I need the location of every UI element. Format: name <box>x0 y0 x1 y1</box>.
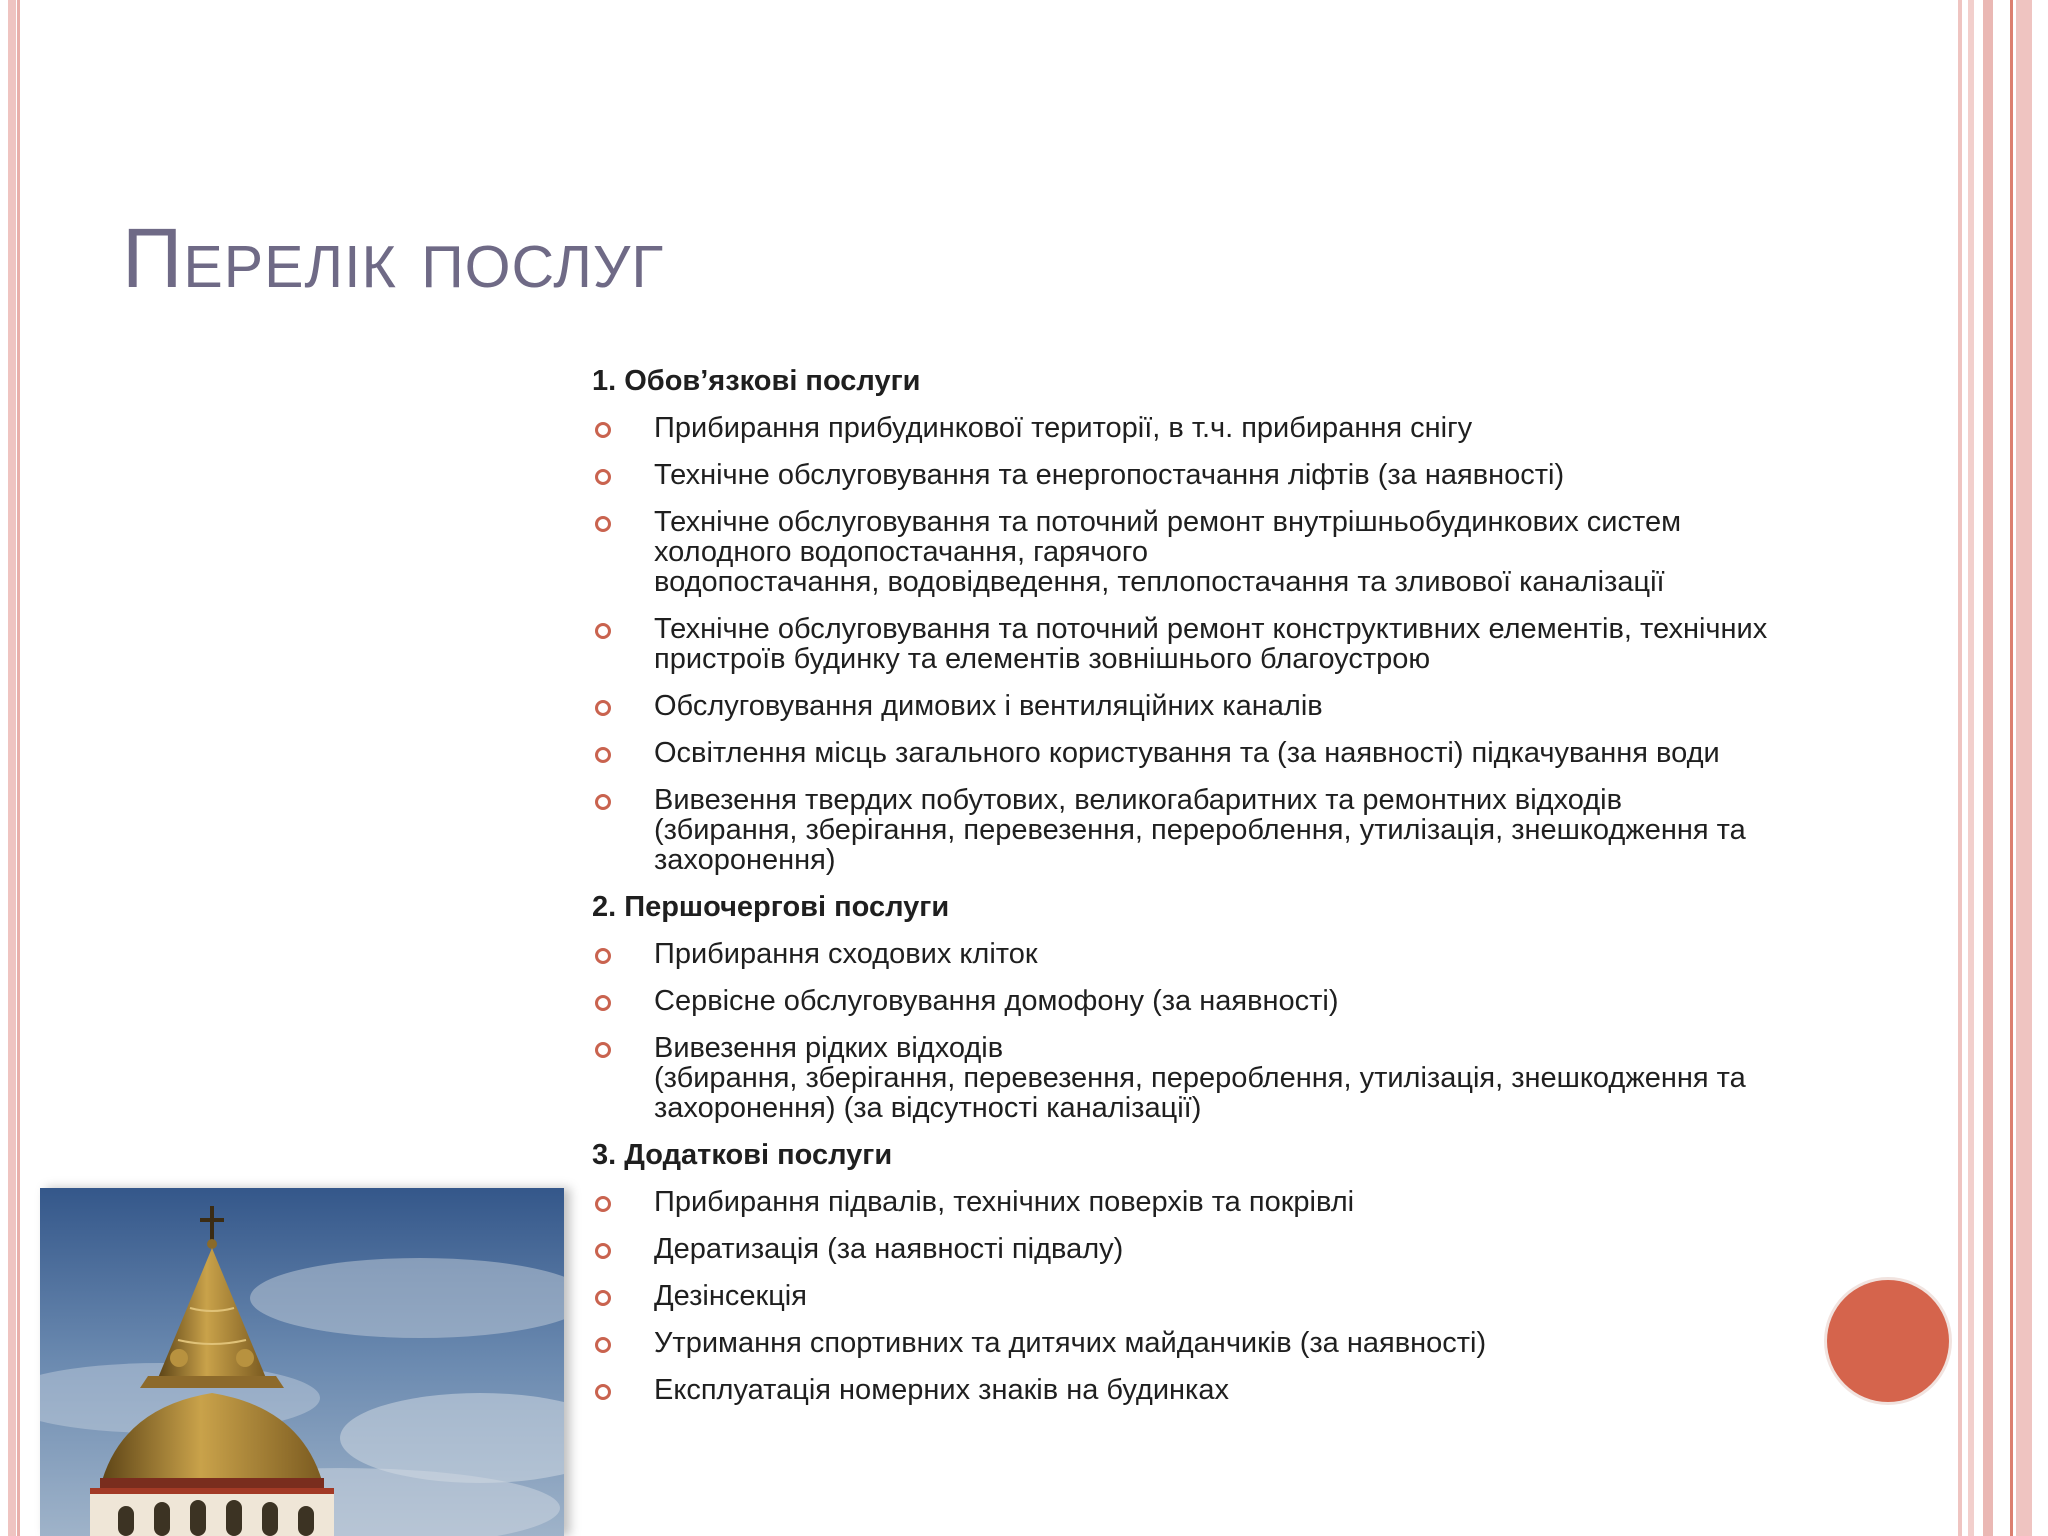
list-item-line: Прибирання підвалів, технічних поверхів та покрівлі <box>654 1186 1355 1218</box>
decorative-circle <box>1827 1280 1949 1402</box>
list-item-line: Дератизація (за наявності підвалу) <box>654 1233 1124 1265</box>
list-item <box>592 738 1882 768</box>
slide-title: Перелік послуг <box>122 211 665 305</box>
list-item <box>592 986 1882 1016</box>
list-item <box>592 691 1882 721</box>
list-item-text <box>654 1328 1882 1358</box>
list-item <box>592 939 1882 969</box>
list-item-line: Технічне обслуговування та поточний ремонт конструктивних елементів, технічних <box>654 613 1768 645</box>
bullet-ring-icon <box>595 469 611 485</box>
bullet-ring-icon <box>595 747 611 763</box>
list-item <box>592 1187 1882 1217</box>
bullet-ring-icon <box>595 1196 611 1212</box>
list-item-text <box>654 986 1882 1016</box>
bullet-ring-icon <box>595 995 611 1011</box>
list-item-line: (збирання, зберігання, перевезення, перероблення, утилізація, знешкодження та <box>654 814 1746 846</box>
list-item-line: захоронення) <box>654 844 836 876</box>
right-border-stripe <box>1968 0 1974 1536</box>
list-item <box>592 413 1882 443</box>
bullet-ring-icon <box>595 516 611 532</box>
list-item-text <box>654 785 1882 875</box>
right-border-line <box>2010 0 2013 1536</box>
list-item-text <box>654 691 1882 721</box>
list-item-line: Вивезення твердих побутових, великогабаритних та ремонтних відходів <box>654 784 1623 816</box>
list-item <box>592 1375 1882 1405</box>
bullet-ring-icon <box>595 623 611 639</box>
list-item-line: Експлуатація номерних знаків на будинках <box>654 1374 1229 1406</box>
bullet-ring-icon <box>595 1337 611 1353</box>
list-item <box>592 1281 1882 1311</box>
list-item-text <box>654 939 1882 969</box>
list-item-line: холодного водопостачання, гарячого <box>654 536 1148 568</box>
list-item-text <box>654 460 1882 490</box>
list-item-line: Прибирання прибудинкової території, в т.ч. прибирання снігу <box>654 412 1473 444</box>
section-heading: 1. Обов’язкові послуги <box>592 365 921 397</box>
list-item-line: Обслуговування димових і вентиляційних каналів <box>654 690 1323 722</box>
list-item-line: Утримання спортивних та дитячих майданчиків (за наявності) <box>654 1327 1487 1359</box>
bullet-ring-icon <box>595 422 611 438</box>
list-item-text <box>654 413 1882 443</box>
list-item-text <box>654 614 1882 674</box>
list-item-line: Сервісне обслуговування домофону (за наявності) <box>654 985 1339 1017</box>
list-item-line: Технічне обслуговування та енергопостачання ліфтів (за наявності) <box>654 459 1565 491</box>
tower-photo <box>40 1188 564 1536</box>
bullet-ring-icon <box>595 794 611 810</box>
list-item-line: Освітлення місць загального користування та (за наявності) підкачування води <box>654 737 1720 769</box>
list-item <box>592 1033 1882 1123</box>
list-item <box>592 785 1882 875</box>
list-item-text <box>654 507 1882 597</box>
right-border-stripe <box>1983 0 1993 1536</box>
list-item-text <box>654 1187 1882 1217</box>
section-heading: 2. Першочергові послуги <box>592 891 950 923</box>
list-item-line: Вивезення рідких відходів <box>654 1032 1004 1064</box>
list-item-text <box>654 1281 1882 1311</box>
bullet-ring-icon <box>595 700 611 716</box>
list-item-line: пристроїв будинку та елементів зовнішнього благоустрою <box>654 643 1431 675</box>
list-item-line: захоронення) (за відсутності каналізації) <box>654 1092 1202 1124</box>
list-item <box>592 460 1882 490</box>
services-list <box>592 360 1882 1422</box>
list-item-text <box>654 1234 1882 1264</box>
left-border-line <box>17 0 20 1536</box>
right-border-stripe <box>2016 0 2032 1536</box>
list-item-text <box>654 1375 1882 1405</box>
list-item <box>592 507 1882 597</box>
bullet-ring-icon <box>595 948 611 964</box>
section-heading: 3. Додаткові послуги <box>592 1139 893 1171</box>
list-item <box>592 1234 1882 1264</box>
list-item-line: Технічне обслуговування та поточний ремонт внутрішньобудинкових систем <box>654 506 1682 538</box>
list-item-text <box>654 738 1882 768</box>
list-item-line: водопостачання, водовідведення, теплопостачання та зливової каналізації <box>654 566 1665 598</box>
bullet-ring-icon <box>595 1243 611 1259</box>
list-item <box>592 1328 1882 1358</box>
bullet-ring-icon <box>595 1384 611 1400</box>
bullet-ring-icon <box>595 1042 611 1058</box>
list-item <box>592 614 1882 674</box>
right-border-stripe <box>1958 0 1962 1536</box>
list-item-line: (збирання, зберігання, перевезення, перероблення, утилізація, знешкодження та <box>654 1062 1746 1094</box>
list-item-line: Прибирання сходових кліток <box>654 938 1038 970</box>
bullet-ring-icon <box>595 1290 611 1306</box>
left-border-stripe <box>8 0 16 1536</box>
list-item-text <box>654 1033 1882 1123</box>
list-item-line: Дезінсекція <box>654 1280 807 1312</box>
